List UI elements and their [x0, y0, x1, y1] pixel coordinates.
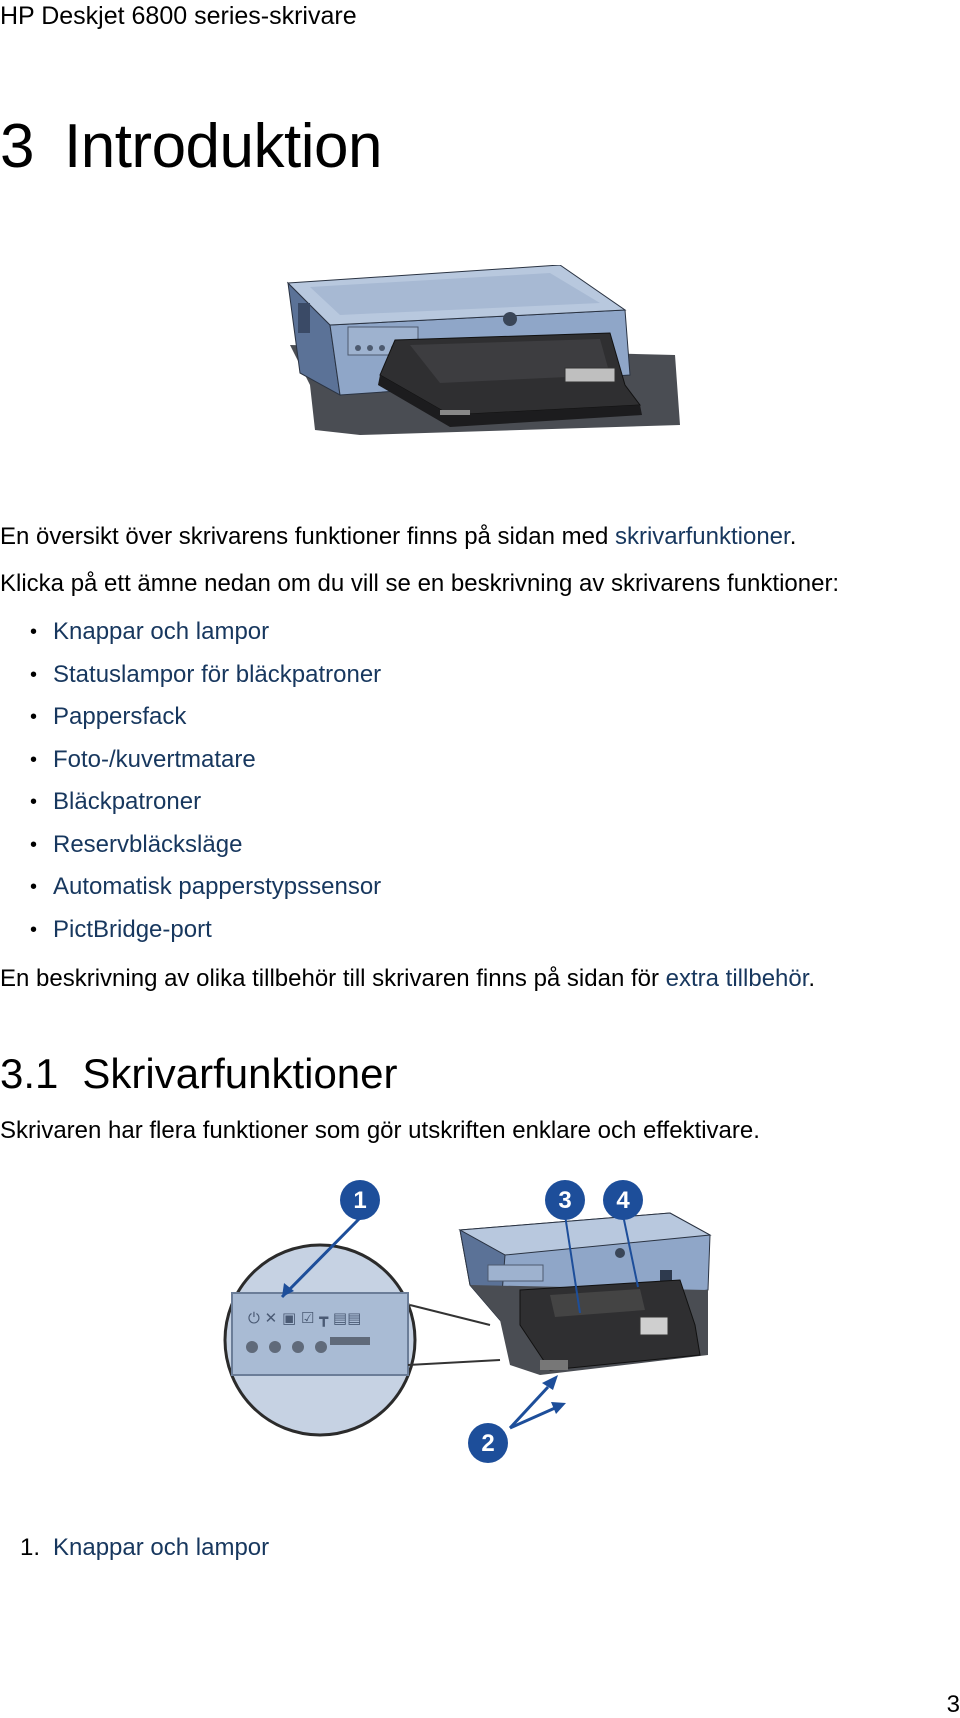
callout-2: 2 [481, 1430, 495, 1457]
list-item [0, 746, 700, 789]
bullet-icon: • [30, 663, 38, 686]
intro-line-1 [0, 523, 796, 551]
feature-link[interactable]: Knappar och lampor [53, 1534, 270, 1561]
topic-list [0, 618, 700, 958]
callout-1: 1 [353, 1187, 367, 1214]
list-item [0, 873, 700, 916]
chapter-title-text: Introduktion [63, 112, 382, 181]
bullet-icon: • [30, 748, 38, 771]
running-header: HP Deskjet 6800 series-skrivare [0, 2, 357, 30]
topic-link[interactable]: Foto-/kuvertmatare [53, 745, 256, 773]
topic-link[interactable]: Pappersfack [53, 703, 187, 730]
callout-3: 3 [558, 1187, 572, 1214]
section-body: Skrivaren har flera funktioner som gör utskriften enklare och effektivare. [0, 1117, 760, 1144]
accessories-period: . [808, 965, 816, 992]
printer-features-link[interactable]: skrivarfunktioner [614, 523, 790, 550]
bullet-icon: • [30, 833, 38, 856]
svg-text:⏻ ✕ ▣ ☑ ┳ ▤▤: ⏻ ✕ ▣ ☑ ┳ ▤▤ [248, 1309, 362, 1327]
bullet-icon: • [30, 791, 38, 813]
control-panel-zoom [225, 1245, 415, 1435]
section-number: 3.1 [0, 1050, 59, 1097]
section-title [0, 1050, 398, 1098]
page-number: 3 [946, 1691, 960, 1718]
intro-line-2: Klicka på ett ämne nedan om du vill se en beskrivning av skrivarens funktioner: [0, 570, 840, 597]
list-item [0, 788, 700, 831]
list-item [0, 618, 700, 661]
intro-text: En översikt över skrivarens funktioner finns på sidan med [0, 523, 615, 550]
chapter-title [0, 112, 382, 182]
bullet-icon: • [30, 918, 38, 941]
chapter-number: 3 [0, 112, 34, 181]
feature-number: 1. [20, 1534, 41, 1561]
feature-list [0, 1534, 269, 1562]
list-item [0, 1534, 269, 1562]
topic-link[interactable]: Automatisk papperstypssensor [53, 873, 382, 900]
list-item [0, 831, 700, 874]
topic-link[interactable]: Knappar och lampor [53, 618, 270, 645]
list-item [0, 661, 700, 704]
section-title-text: Skrivarfunktioner [82, 1050, 398, 1097]
list-item [0, 916, 700, 959]
list-item [0, 703, 700, 746]
topic-link[interactable]: Statuslampor för bläckpatroner [53, 660, 382, 688]
printer-features-image [220, 1175, 750, 1475]
intro-period: . [789, 523, 797, 550]
accessories-link[interactable]: extra tillbehör [665, 965, 809, 992]
printer-image [280, 265, 680, 465]
accessories-paragraph [0, 965, 815, 993]
bullet-icon: • [30, 876, 38, 898]
bullet-icon: • [30, 621, 38, 643]
topic-link[interactable]: PictBridge-port [53, 915, 212, 943]
callout-4: 4 [616, 1187, 630, 1214]
accessories-text: En beskrivning av olika tillbehör till skrivaren finns på sidan för [0, 965, 666, 992]
topic-link[interactable]: Bläckpatroner [53, 788, 202, 815]
bullet-icon: • [30, 706, 38, 728]
topic-link[interactable]: Reservbläcksläge [53, 830, 243, 858]
